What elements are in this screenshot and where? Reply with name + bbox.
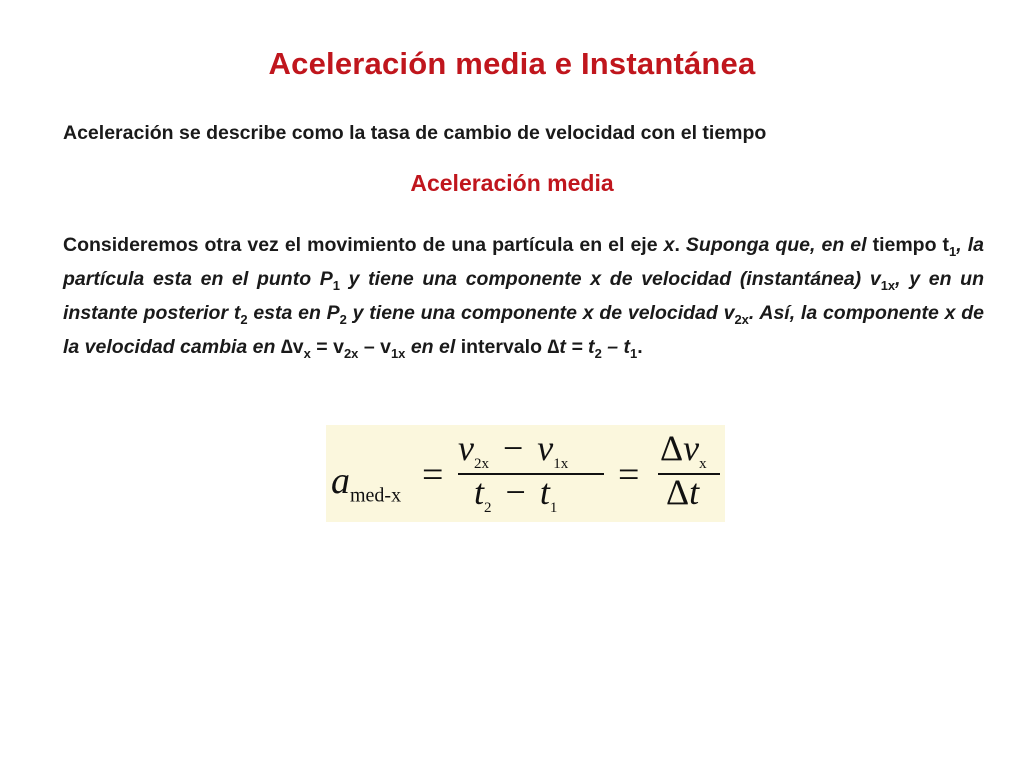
- formula-var: a: [331, 460, 350, 502]
- paragraph-text: y tiene una componente x de velocidad (instantánea) v: [340, 268, 881, 290]
- formula-subscript: 2x: [473, 456, 489, 473]
- paragraph-text: en el: [405, 336, 456, 358]
- formula-subscript: 1x: [553, 456, 569, 473]
- formula-var: t: [689, 472, 700, 512]
- fraction-numerator: [458, 427, 569, 473]
- minus-sign: −: [502, 428, 524, 468]
- paragraph-subscript: 1: [629, 345, 638, 361]
- section-heading: Aceleración media: [410, 170, 614, 196]
- fraction-denominator: [474, 471, 558, 517]
- delta-symbol: ∆: [547, 336, 560, 358]
- paragraph-text: v: [292, 336, 304, 358]
- paragraph-subscript: 1x: [390, 345, 406, 361]
- paragraph-text: . Así, la componente x de la velocidad cambia en: [63, 302, 985, 358]
- slide-subtitle: Aceleración se describe como la tasa de cambio de velocidad con el tiempo: [63, 122, 767, 144]
- delta-symbol: Δ: [666, 472, 690, 512]
- paragraph-text: – v: [358, 336, 391, 358]
- equals-sign: =: [618, 454, 640, 496]
- delta-symbol: ∆: [280, 336, 293, 358]
- paragraph-text: intervalo: [455, 336, 548, 358]
- formula-var: t: [539, 472, 550, 512]
- paragraph-subscript: 1: [949, 243, 957, 259]
- paragraph-text: = v: [310, 336, 344, 358]
- paragraph-subscript: x: [303, 345, 311, 361]
- paragraph-text: y tiene una componente x de velocidad v: [346, 302, 735, 324]
- paragraph-text: – t: [601, 336, 630, 358]
- fraction-numerator: [660, 427, 707, 473]
- paragraph-subscript: 1: [332, 277, 341, 293]
- paragraph-text: , y en un instante posterior t: [63, 268, 984, 324]
- paragraph-subscript: 2x: [343, 345, 359, 361]
- formula-var: t: [474, 472, 485, 512]
- paragraph-subscript: 2: [240, 311, 248, 327]
- equals-sign: =: [422, 454, 444, 496]
- minus-sign: −: [505, 472, 526, 512]
- formula-var: v: [683, 428, 700, 468]
- paragraph-text: Suponga que, en el: [685, 234, 867, 256]
- paragraph-subscript: 2: [339, 311, 347, 327]
- paragraph-text: , la partícula esta en el punto P: [63, 234, 984, 290]
- paragraph-subscript: 1x: [880, 277, 896, 293]
- paragraph-text: t = t: [559, 336, 595, 358]
- paragraph-text: .: [674, 234, 686, 256]
- fraction-denominator: [666, 471, 699, 513]
- formula-subscript: med-x: [350, 484, 402, 507]
- formula-var: v: [537, 428, 554, 468]
- delta-symbol: Δ: [660, 428, 684, 468]
- formula-subscript: x: [699, 456, 707, 473]
- paragraph-subscript: 2x: [734, 311, 749, 327]
- paragraph-subscript: 2: [594, 345, 602, 361]
- paragraph-text: esta en P: [247, 302, 340, 324]
- paragraph-text: .: [637, 336, 643, 358]
- paragraph-text: x: [663, 234, 675, 256]
- paragraph-text: tiempo t: [866, 234, 950, 256]
- formula-subscript: 2: [484, 500, 492, 517]
- formula-var: v: [458, 428, 474, 468]
- average-acceleration-formula: [326, 425, 725, 522]
- formula-lhs: [331, 459, 402, 507]
- formula-subscript: 1: [549, 500, 558, 517]
- body-paragraph: [63, 228, 984, 364]
- paragraph-text: Consideremos otra vez el movimiento de una partícula en el eje: [63, 234, 664, 256]
- slide-title: Aceleración media e Instantánea: [268, 46, 756, 81]
